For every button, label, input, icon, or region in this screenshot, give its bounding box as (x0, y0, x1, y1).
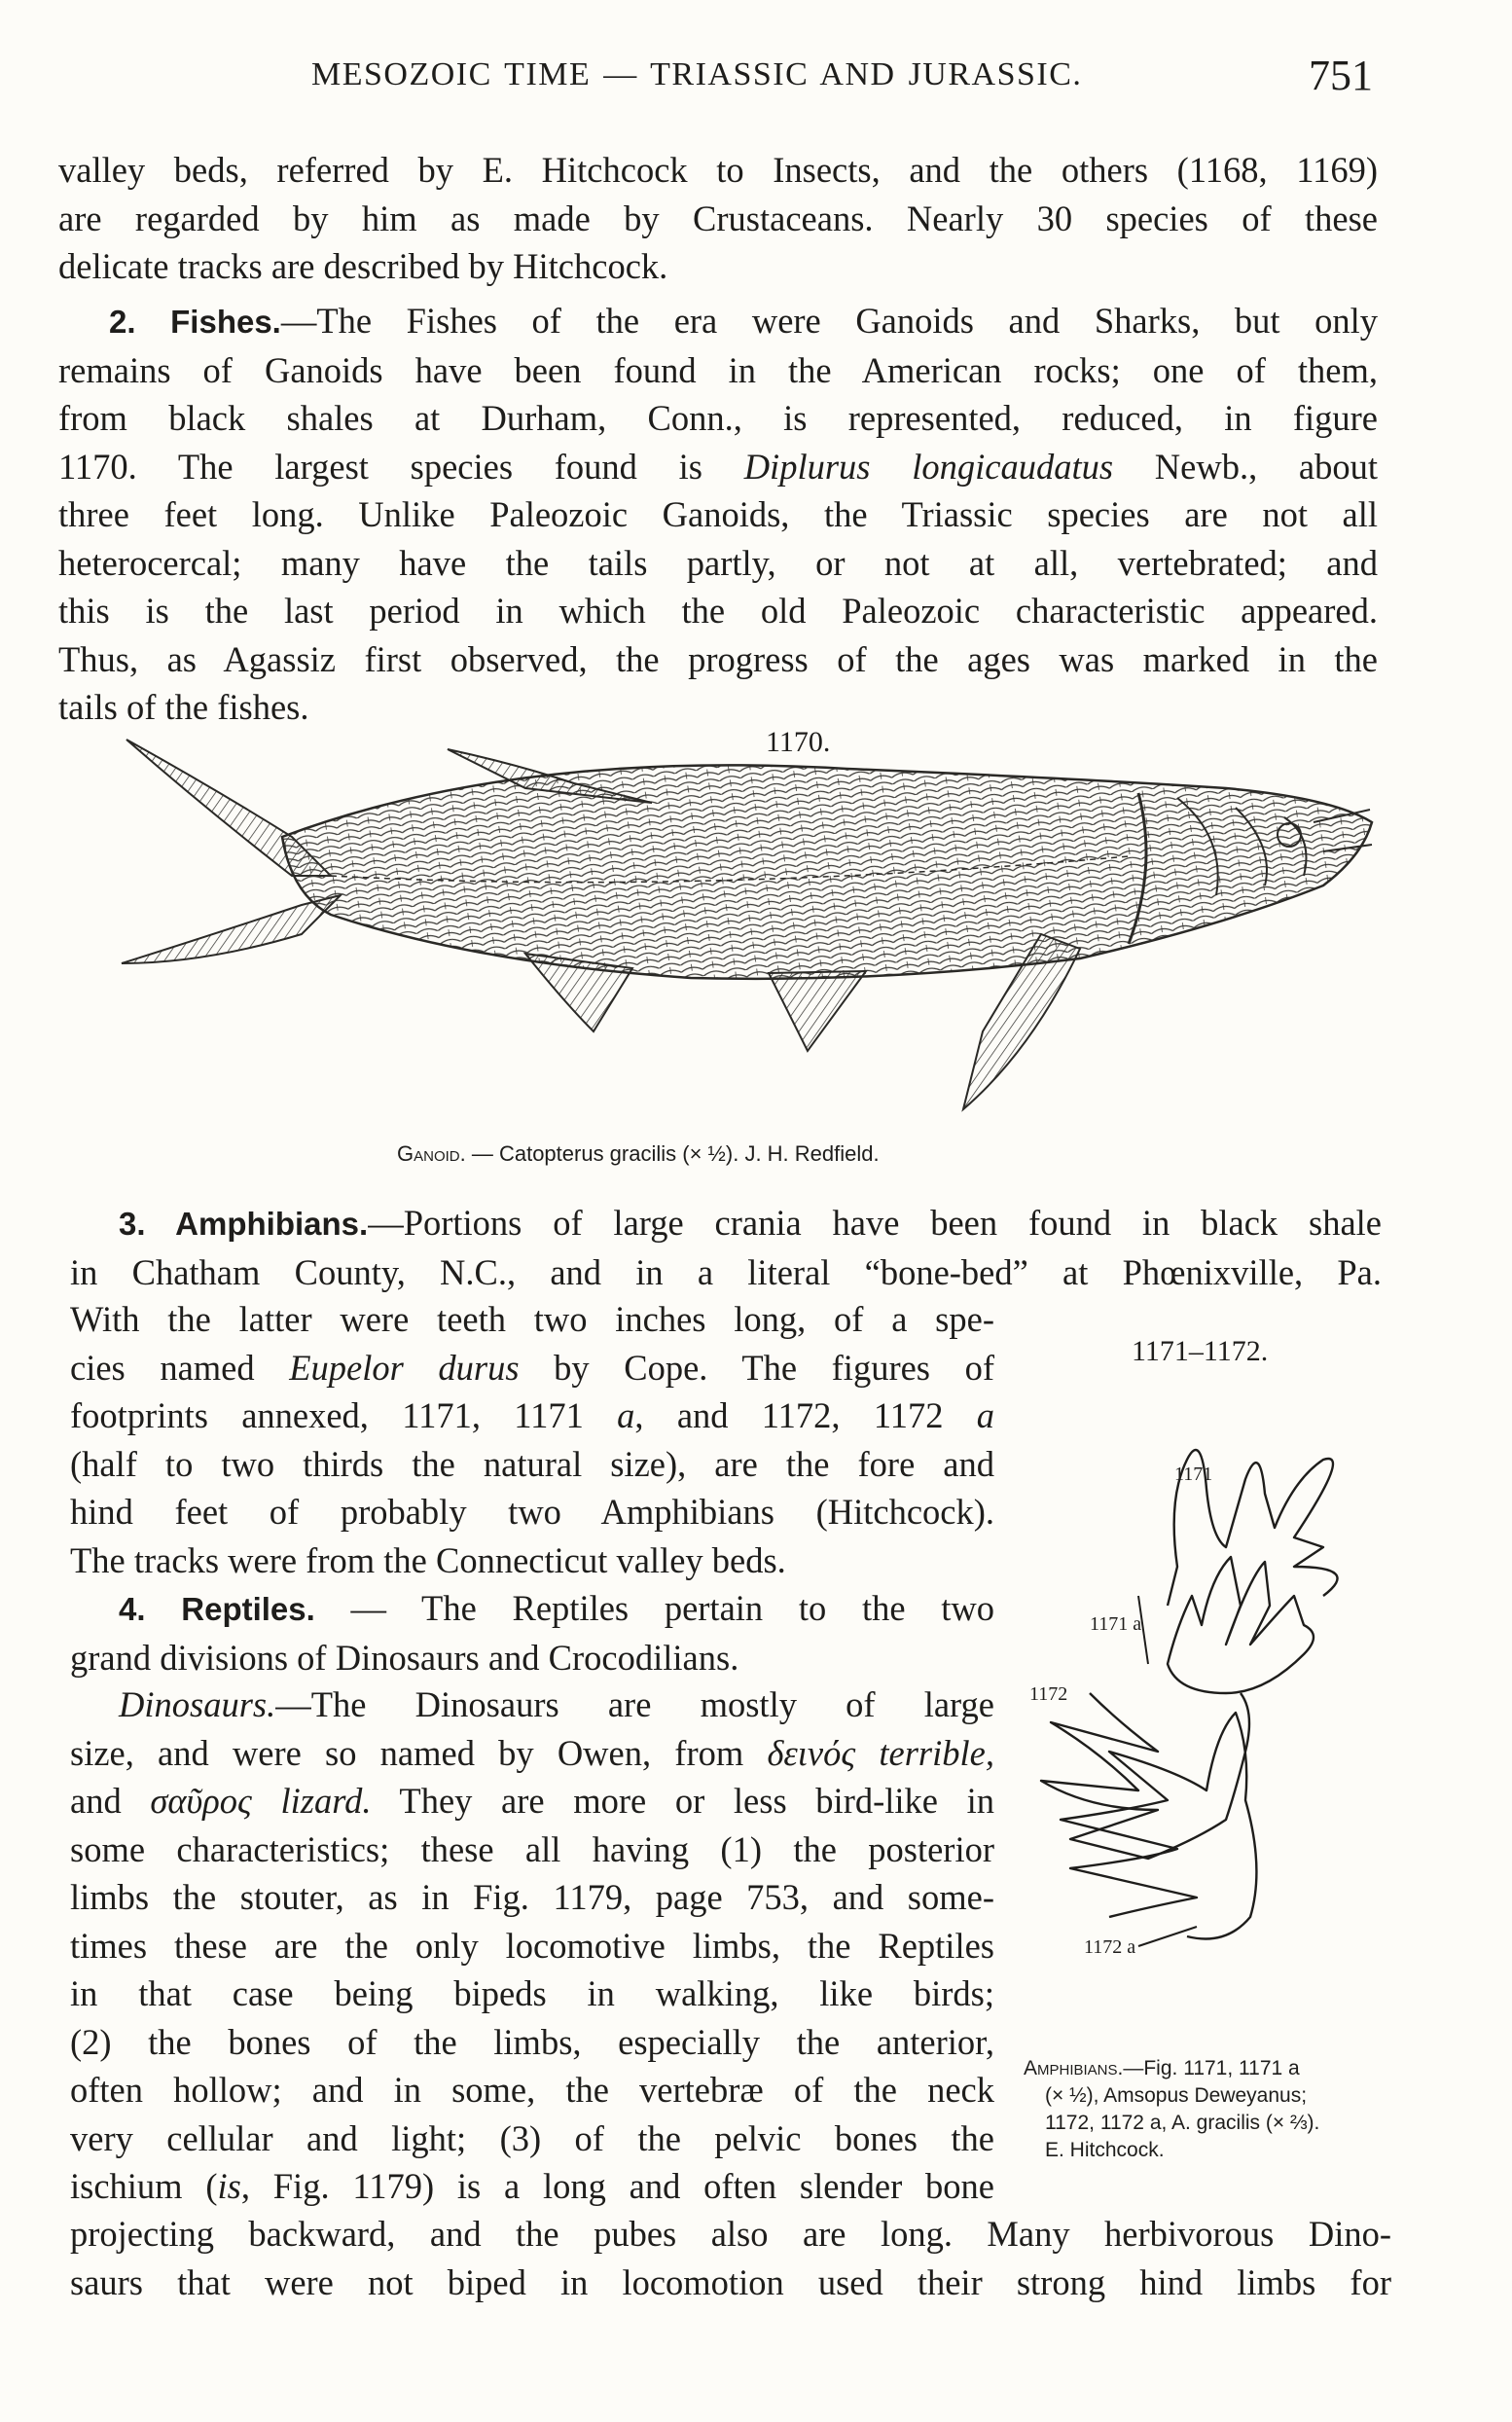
paragraph-amphibians-cont (70, 1295, 994, 1584)
text-line: heterocercal; many have the tails partly, or not at all, vertebrated; and (58, 542, 1378, 583)
text-line: With the latter were teeth two inches long, of a spe- (70, 1299, 994, 1339)
text-line: (2) the bones of the limbs, especially the anterior, (70, 2021, 994, 2062)
paragraph-reptiles (70, 1584, 994, 1681)
footprint-tag-1172a: 1172 a (1084, 1936, 1136, 1958)
text-line: and σαῦρος lizard. They are more or less bird-like in (70, 1781, 995, 1821)
text-line: grand divisions of Dinosaurs and Crocodilians. (70, 1637, 739, 1678)
text-line: The tracks were from the Connecticut valley beds. (70, 1539, 786, 1580)
text-line: tails of the fishes. (58, 687, 309, 727)
text-line: saurs that were not biped in locomotion used their strong hind limbs for (70, 2261, 1391, 2302)
text-line: delicate tracks are described by Hitchcock. (58, 246, 668, 286)
paragraph-amphibians (70, 1199, 1382, 1296)
text-line: remains of Ganoids have been found in the American rocks; one of them, (58, 349, 1378, 390)
text-line: from black shales at Durham, Conn., is represented, reduced, in figure (58, 398, 1378, 438)
paragraph-fishes (58, 297, 1378, 732)
section-heading-amphibians: 3. Amphibians. (119, 1206, 369, 1242)
text-line: 4. Reptiles. — The Reptiles pertain to the two (119, 1588, 994, 1628)
text-line: in that case being bipeds in walking, like birds; (70, 1973, 994, 2013)
text-line: footprints annexed, 1171, 1171 a, and 1172, 1172 a (70, 1395, 994, 1435)
species-name: Eupelor durus (289, 1347, 520, 1388)
footprint-tag-1172: 1172 (1029, 1683, 1068, 1705)
figure-1171-caption: Amphibians.—Fig. 1171, 1171 a (× ½), Amsopus Deweyanus; 1172, 1172 a, A. gracilis (× ⅔). E. Hitchcock. (1024, 2057, 1320, 2161)
text-line: times these are the only locomotive limbs, the Reptiles (70, 1925, 994, 1966)
footprint-tag-1171a: 1171 a (1090, 1613, 1142, 1635)
running-head (0, 52, 1512, 105)
caption-lead: Ganoid. (397, 1141, 466, 1166)
paragraph-dinosaurs-cont (70, 2210, 1391, 2306)
text-line: often hollow; and in some, the vertebræ of the neck (70, 2070, 994, 2110)
subheading-dinosaurs: Dinosaurs. (119, 1684, 276, 1724)
text-line: cies named Eupelor durus by Cope. The figures of (70, 1347, 994, 1388)
section-heading-fishes: 2. Fishes. (109, 304, 281, 340)
caption-lead: Amphibians. (1024, 2057, 1124, 2079)
text-line: projecting backward, and the pubes also are long. Many herbivorous Dino- (70, 2214, 1391, 2254)
figure-1171-label: 1171–1172. (1132, 1335, 1269, 1367)
paragraph-insects-crustaceans (58, 146, 1378, 291)
species-name: Diplurus longicaudatus (743, 446, 1114, 487)
ganoid-fish-illustration (107, 730, 1382, 1139)
text-line: limbs the stouter, as in Fig. 1179, page 753, and some- (70, 1877, 994, 1917)
text-line: ischium (is, Fig. 1179) is a long and often slender bone (70, 2166, 994, 2206)
text-line: Dinosaurs.—The Dinosaurs are mostly of large (119, 1684, 994, 1724)
section-heading-reptiles: 4. Reptiles. (119, 1591, 315, 1627)
page-number: 751 (1309, 52, 1373, 99)
paragraph-dinosaurs (70, 1681, 994, 2211)
footprint-tag-1171: 1171 (1174, 1464, 1213, 1485)
text-line: this is the last period in which the old Paleozoic characteristic appeared. (58, 591, 1378, 631)
text-line: three feet long. Unlike Paleozoic Ganoids, the Triassic species are not all (58, 494, 1378, 534)
text-line: 2. Fishes.—The Fishes of the era were Ganoids and Sharks, but only (109, 301, 1378, 341)
text-line: 3. Amphibians.—Portions of large crania have been found in black shale (119, 1203, 1382, 1243)
figure-1170-caption: Ganoid. — Catopterus gracilis (× ½). J. H. Redfield. (397, 1141, 880, 1166)
text-line: some characteristics; these all having (1) the posterior (70, 1828, 994, 1869)
text-line: very cellular and light; (3) of the pelvic bones the (70, 2117, 994, 2158)
amphibian-footprints-illustration (1031, 1401, 1411, 2005)
text-line: are regarded by him as made by Crustaceans. Nearly 30 species of these (58, 198, 1378, 238)
text-line: Thus, as Agassiz first observed, the progress of the ages was marked in the (58, 638, 1378, 679)
text-line: valley beds, referred by E. Hitchcock to Insects, and the others (1168, 1169) (58, 150, 1378, 190)
text-line: hind feet of probably two Amphibians (Hitchcock). (70, 1492, 994, 1532)
running-head-title: MESOZOIC TIME — TRIASSIC AND JURASSIC. (311, 56, 1083, 92)
text-line: (half to two thirds the natural size), are the fore and (70, 1443, 994, 1484)
text-line: in Chatham County, N.C., and in a literal “bone-bed” at Phœnixville, Pa. (70, 1251, 1382, 1292)
figure-1170-label: 1170. (766, 726, 831, 758)
text-line: 1170. The largest species found is Diplurus longicaudatus Newb., about (58, 446, 1379, 487)
text-line: size, and were so named by Owen, from δεινός terrible, (70, 1732, 994, 1773)
